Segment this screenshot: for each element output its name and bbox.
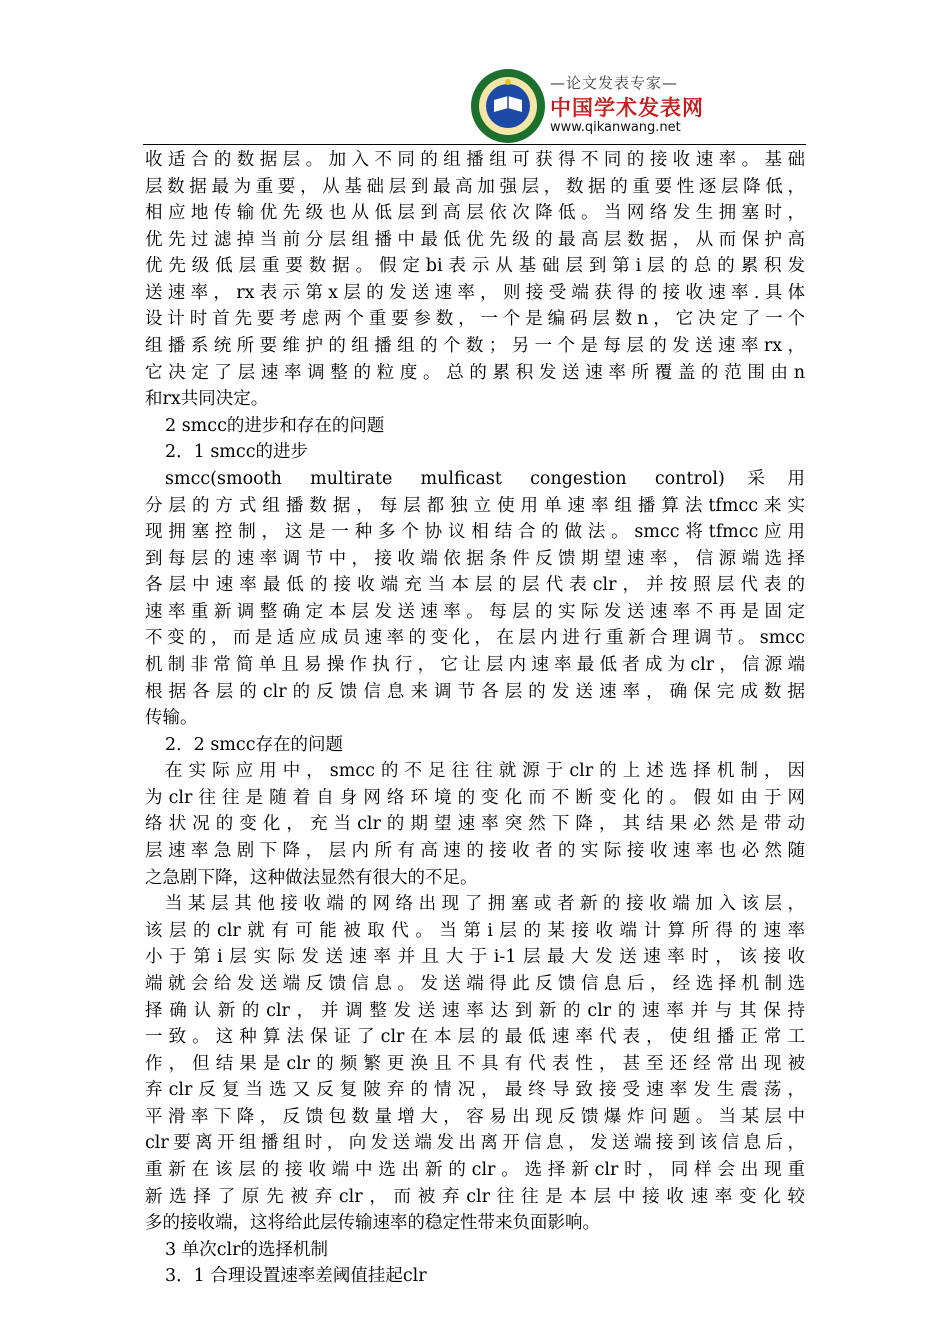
- seal-star-icon: [505, 79, 511, 85]
- text-line: 在实际应用中，smcc的不足往往就源于clr的上述选择机制，因: [165, 761, 805, 782]
- text-line: 层数据最为重要，从基础层到最高加强层，数据的重要性逐层降低，: [145, 176, 805, 197]
- section-heading: 3 单次clr的选择机制: [165, 1239, 328, 1260]
- text-line: 一致。这种算法保证了clr在本层的最低速率代表，使组播正常工: [145, 1027, 805, 1048]
- text-line: 作，但结果是clr的频繁更涣且不具有代表性，甚至还经常出现被: [145, 1053, 805, 1074]
- text-line: 不变的，而是适应成员速率的变化，在层内进行重新合理调节。smcc: [145, 628, 805, 649]
- text-line: 多的接收端，这将给此层传输速率的稳定性带来负面影响。: [145, 1213, 600, 1234]
- text-line: 收适合的数据层。加入不同的组播组可获得不同的接收速率。基础: [145, 150, 805, 170]
- text-line: 弃clr反复当选又反复陂弃的情况，最终导致接受速率发生震荡，: [145, 1080, 805, 1101]
- text-line: 之急剧下降，这种做法显然有很大的不足。: [145, 867, 478, 888]
- text-line: 和rx共同决定。: [145, 389, 269, 410]
- text-line: 优先级低层重要数据。假定bi表示从基础层到第i层的总的累积发: [145, 256, 805, 277]
- text-line: 平滑率下降，反馈包数量增大，容易出现反馈爆炸问题。当某层中: [145, 1106, 805, 1127]
- article-body: [145, 147, 805, 1290]
- text-line: clr要离开组播组时，向发送端发出离开信息，发送端接到该信息后，: [145, 1133, 805, 1154]
- text-line: 为clr往往是随着自身网络环境的变化而不断变化的。假如由于网: [145, 787, 805, 808]
- text-line: 到每层的速率调节中，接收端依据条件反馈期望速率，信源端选择: [145, 548, 805, 569]
- text-line: 小于第i层实际发送速率并且大于i-1层最大发送速率时，该接收: [145, 947, 805, 968]
- text-line: smcc(smooth multirate mulficast congestion control)采用: [165, 468, 805, 489]
- text-line: 该层的clr就有可能被取代。当第i层的某接收端计算所得的速率: [145, 920, 805, 941]
- subsection-heading: 3．1 合理设置速率差阈值挂起clr: [165, 1266, 427, 1287]
- site-logo[interactable]: [470, 68, 704, 144]
- text-line: 设计时首先要考虑两个重要参数，一个是编码层数n，它决定了一个: [145, 309, 805, 330]
- text-line: 速率重新调整确定本层发送速率。每层的实际发送速率不再是固定: [145, 601, 805, 622]
- text-line: 择确认新的clr，并调整发送速率达到新的clr的速率并与其保持: [145, 1000, 805, 1021]
- text-line: 组播系统所要维护的组播组的个数；另一个是每层的发送速率rx，: [145, 336, 805, 357]
- text-line: 各层中速率最低的接收端充当本层的层代表clr，并按照层代表的: [145, 575, 805, 596]
- text-line: 它决定了层速率调整的粒度。总的累积发送速率所覆盖的范围由n: [145, 362, 805, 383]
- text-line: 端就会给发送端反馈信息。发送端得此反馈信息后，经选择机制选: [145, 973, 805, 994]
- seal-emblem-icon: [470, 68, 546, 144]
- text-line: 重新在该层的接收端中选出新的clr。选择新clr时，同样会出现重: [145, 1159, 805, 1180]
- text-line: 根据各层的clr的反馈信息来调节各层的发送速率，确保完成数据: [145, 681, 805, 702]
- subsection-heading: 2．2 smcc存在的问题: [165, 734, 344, 755]
- text-line: 机制非常简单且易操作执行，它让层内速率最低者成为clr，信源端: [145, 654, 805, 675]
- text-line: 当某层其他接收端的网络出现了拥塞或者新的接收端加入该层，: [165, 894, 805, 915]
- text-line: 优先过滤掉当前分层组播中最低优先级的最高层数据，从而保护高: [145, 229, 805, 250]
- text-line: 络状况的变化，充当clr的期望速率突然下降，其结果必然是带动: [145, 814, 805, 835]
- text-line: 新选择了原先被弃clr，而被弃clr往往是本层中接收速率变化较: [145, 1186, 805, 1207]
- header-divider: [143, 144, 806, 145]
- text-line: 层速率急剧下降，层内所有高速的接收者的实际接收速率也必然随: [145, 841, 805, 862]
- text-line: 现拥塞控制，这是一种多个协议相结合的做法。smcc将tfmcc应用: [145, 522, 805, 543]
- logo-slogan: —论文发表专家—: [550, 74, 679, 92]
- text-line: 送速率，rx表示第x层的发送速率，则接受端获得的接收速率.具体: [145, 282, 805, 303]
- text-line: 相应地传输优先级也从低层到高层依次降低。当网络发生拥塞时，: [145, 203, 805, 224]
- text-line: 分层的方式组播数据，每层都独立使用单速率组播算法tfmcc来实: [145, 495, 805, 516]
- text-line: 传输。: [145, 708, 198, 729]
- logo-url[interactable]: www.qikanwang.net: [550, 120, 681, 135]
- logo-brand-name: 中国学术发表网: [550, 96, 704, 120]
- section-heading: 2 smcc的进步和存在的问题: [165, 415, 385, 436]
- subsection-heading: 2．1 smcc的进步: [165, 442, 309, 463]
